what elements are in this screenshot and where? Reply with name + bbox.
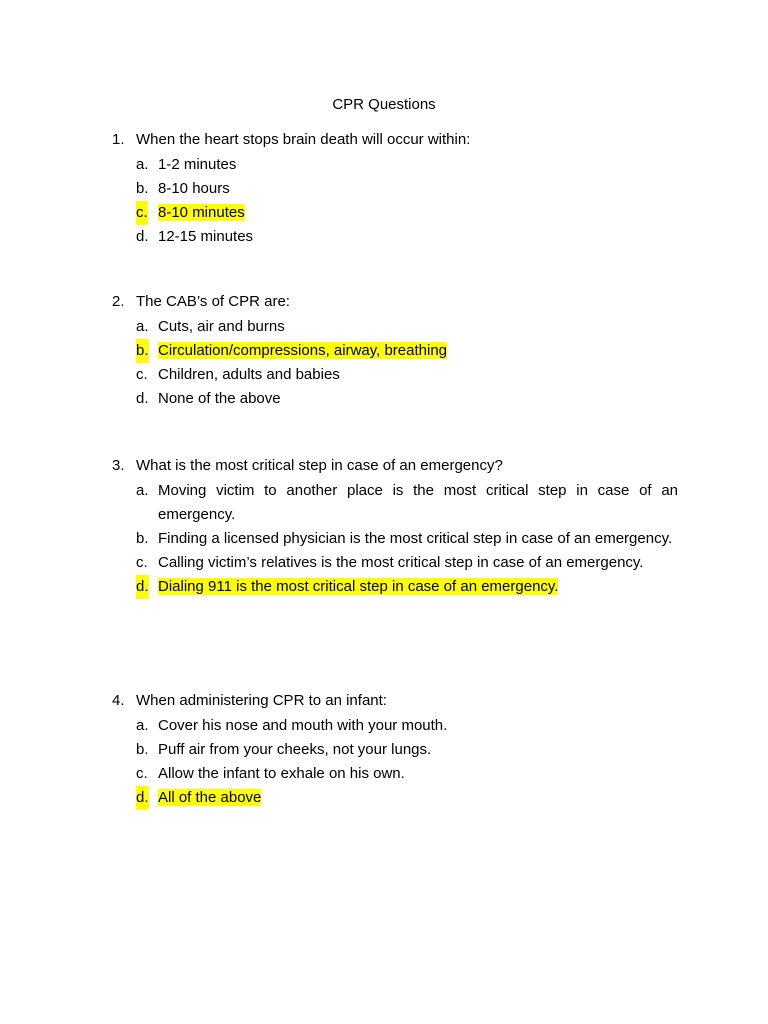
option-text: Allow the infant to exhale on his own. [158, 765, 405, 782]
option-d [112, 387, 678, 411]
option-c [112, 762, 678, 786]
question-text: When administering CPR to an infant: [136, 692, 387, 709]
option-text: None of the above [158, 390, 281, 407]
option-text: Moving victim to another place is the most critical step in case of an emergency. [158, 482, 678, 523]
option-letter: a. [136, 717, 149, 734]
question-4 [112, 690, 678, 810]
option-letter: c. [136, 554, 148, 571]
option-text: Circulation/compressions, airway, breathing [158, 342, 448, 359]
page-title: CPR Questions [332, 96, 436, 113]
option-letter: d. [136, 228, 149, 245]
option-text: Cover his nose and mouth with your mouth. [158, 717, 448, 734]
question-1 [112, 129, 678, 249]
options-list [112, 153, 678, 249]
option-letter: c. [136, 765, 148, 782]
option-a [112, 479, 678, 527]
option-text: All of the above [158, 789, 262, 806]
option-b [112, 527, 678, 551]
option-d [112, 225, 678, 249]
option-letter: a. [136, 482, 149, 499]
option-letter: a. [136, 156, 149, 173]
option-text: Puff air from your cheeks, not your lungs. [158, 741, 432, 758]
question-number: 1. [112, 131, 125, 148]
option-text: 8-10 hours [158, 180, 230, 197]
option-text: 12-15 minutes [158, 228, 254, 245]
option-c [112, 551, 678, 575]
option-a [112, 315, 678, 339]
option-b [112, 738, 678, 762]
option-letter: c. [136, 366, 148, 383]
question-stem [112, 455, 678, 477]
option-letter: b. [136, 530, 149, 547]
option-letter: b. [136, 741, 149, 758]
options-list [112, 315, 678, 411]
option-letter: c. [136, 201, 148, 225]
option-letter: d. [136, 786, 149, 810]
question-number: 3. [112, 457, 125, 474]
option-letter: d. [136, 575, 149, 599]
option-a [112, 714, 678, 738]
option-text: Children, adults and babies [158, 366, 340, 383]
option-d-correct-answer [112, 575, 678, 599]
option-letter: a. [136, 318, 149, 335]
question-3 [112, 455, 678, 599]
question-stem [112, 291, 678, 313]
option-text: 1-2 minutes [158, 156, 237, 173]
option-c [112, 363, 678, 387]
option-b [112, 177, 678, 201]
option-text: Calling victim’s relatives is the most critical step in case of an emergency. [158, 554, 644, 571]
question-stem [112, 690, 678, 712]
question-number: 2. [112, 293, 125, 310]
option-b-correct-answer [112, 339, 678, 363]
question-text: When the heart stops brain death will occur within: [136, 131, 471, 148]
option-c-correct-answer [112, 201, 678, 225]
option-d-correct-answer [112, 786, 678, 810]
question-2 [112, 291, 678, 411]
option-letter: b. [136, 339, 149, 363]
question-text: What is the most critical step in case of an emergency? [136, 457, 503, 474]
option-text: Dialing 911 is the most critical step in case of an emergency. [158, 578, 559, 595]
option-text: Cuts, air and burns [158, 318, 285, 335]
question-stem [112, 129, 678, 151]
options-list [112, 479, 678, 599]
option-a [112, 153, 678, 177]
question-number: 4. [112, 692, 125, 709]
option-text: Finding a licensed physician is the most critical step in case of an emergency. [158, 530, 673, 547]
option-text: 8-10 minutes [158, 204, 245, 221]
options-list [112, 714, 678, 810]
question-text: The CAB’s of CPR are: [136, 293, 290, 310]
option-letter: b. [136, 180, 149, 197]
option-letter: d. [136, 390, 149, 407]
